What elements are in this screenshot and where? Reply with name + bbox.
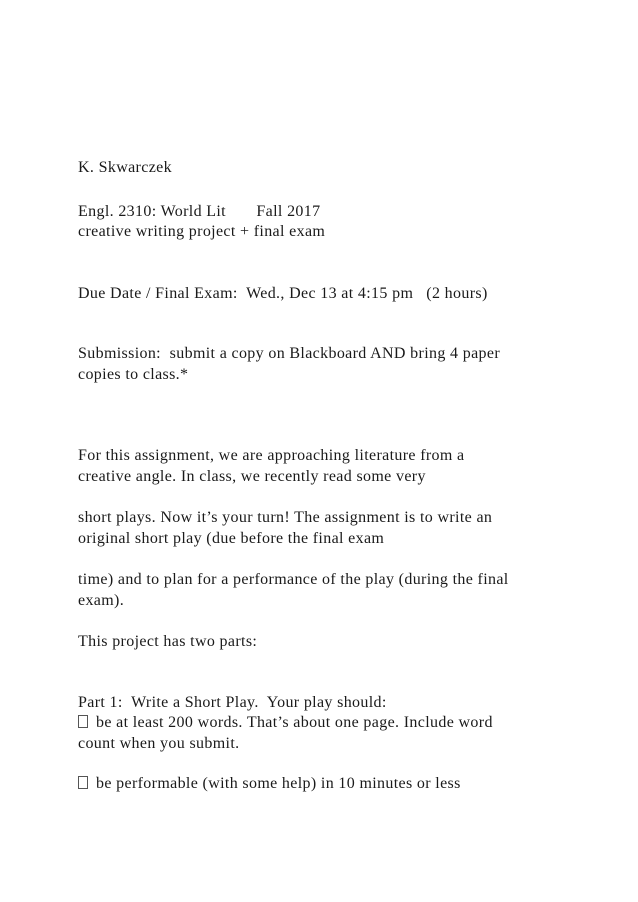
intro-line-3: short plays. Now it’s your turn! The assignment is to write an — [78, 509, 493, 526]
bullet-item-1 — [78, 713, 493, 733]
bullet-1-continuation: count when you submit. — [78, 735, 240, 752]
parts-intro: This project has two parts: — [78, 633, 258, 650]
due-date-line: Due Date / Final Exam: Wed., Dec 13 at 4:15 pm (2 hours) — [78, 285, 488, 302]
submission-line-2: copies to class.* — [78, 366, 189, 383]
bullet-item-2 — [78, 774, 461, 794]
intro-line-4: original short play (due before the final exam — [78, 530, 385, 547]
bullet-box-icon — [78, 715, 88, 728]
intro-line-2: creative angle. In class, we recently read some very — [78, 468, 426, 485]
bullet-2-text: be performable (with some help) in 10 minutes or less — [96, 775, 461, 792]
author-name: K. Skwarczek — [78, 159, 172, 176]
course-line: Engl. 2310: World Lit Fall 2017 — [78, 203, 321, 220]
intro-line-1: For this assignment, we are approaching literature from a — [78, 447, 465, 464]
bullet-box-icon — [78, 776, 88, 789]
intro-line-5: time) and to plan for a performance of the play (during the final — [78, 571, 509, 588]
part1-heading: Part 1: Write a Short Play. Your play should: — [78, 694, 387, 711]
submission-line-1: Submission: submit a copy on Blackboard AND bring 4 paper — [78, 345, 501, 362]
project-title: creative writing project + final exam — [78, 223, 326, 240]
intro-line-6: exam). — [78, 592, 125, 609]
bullet-1-text: be at least 200 words. That’s about one page. Include word — [96, 714, 493, 731]
